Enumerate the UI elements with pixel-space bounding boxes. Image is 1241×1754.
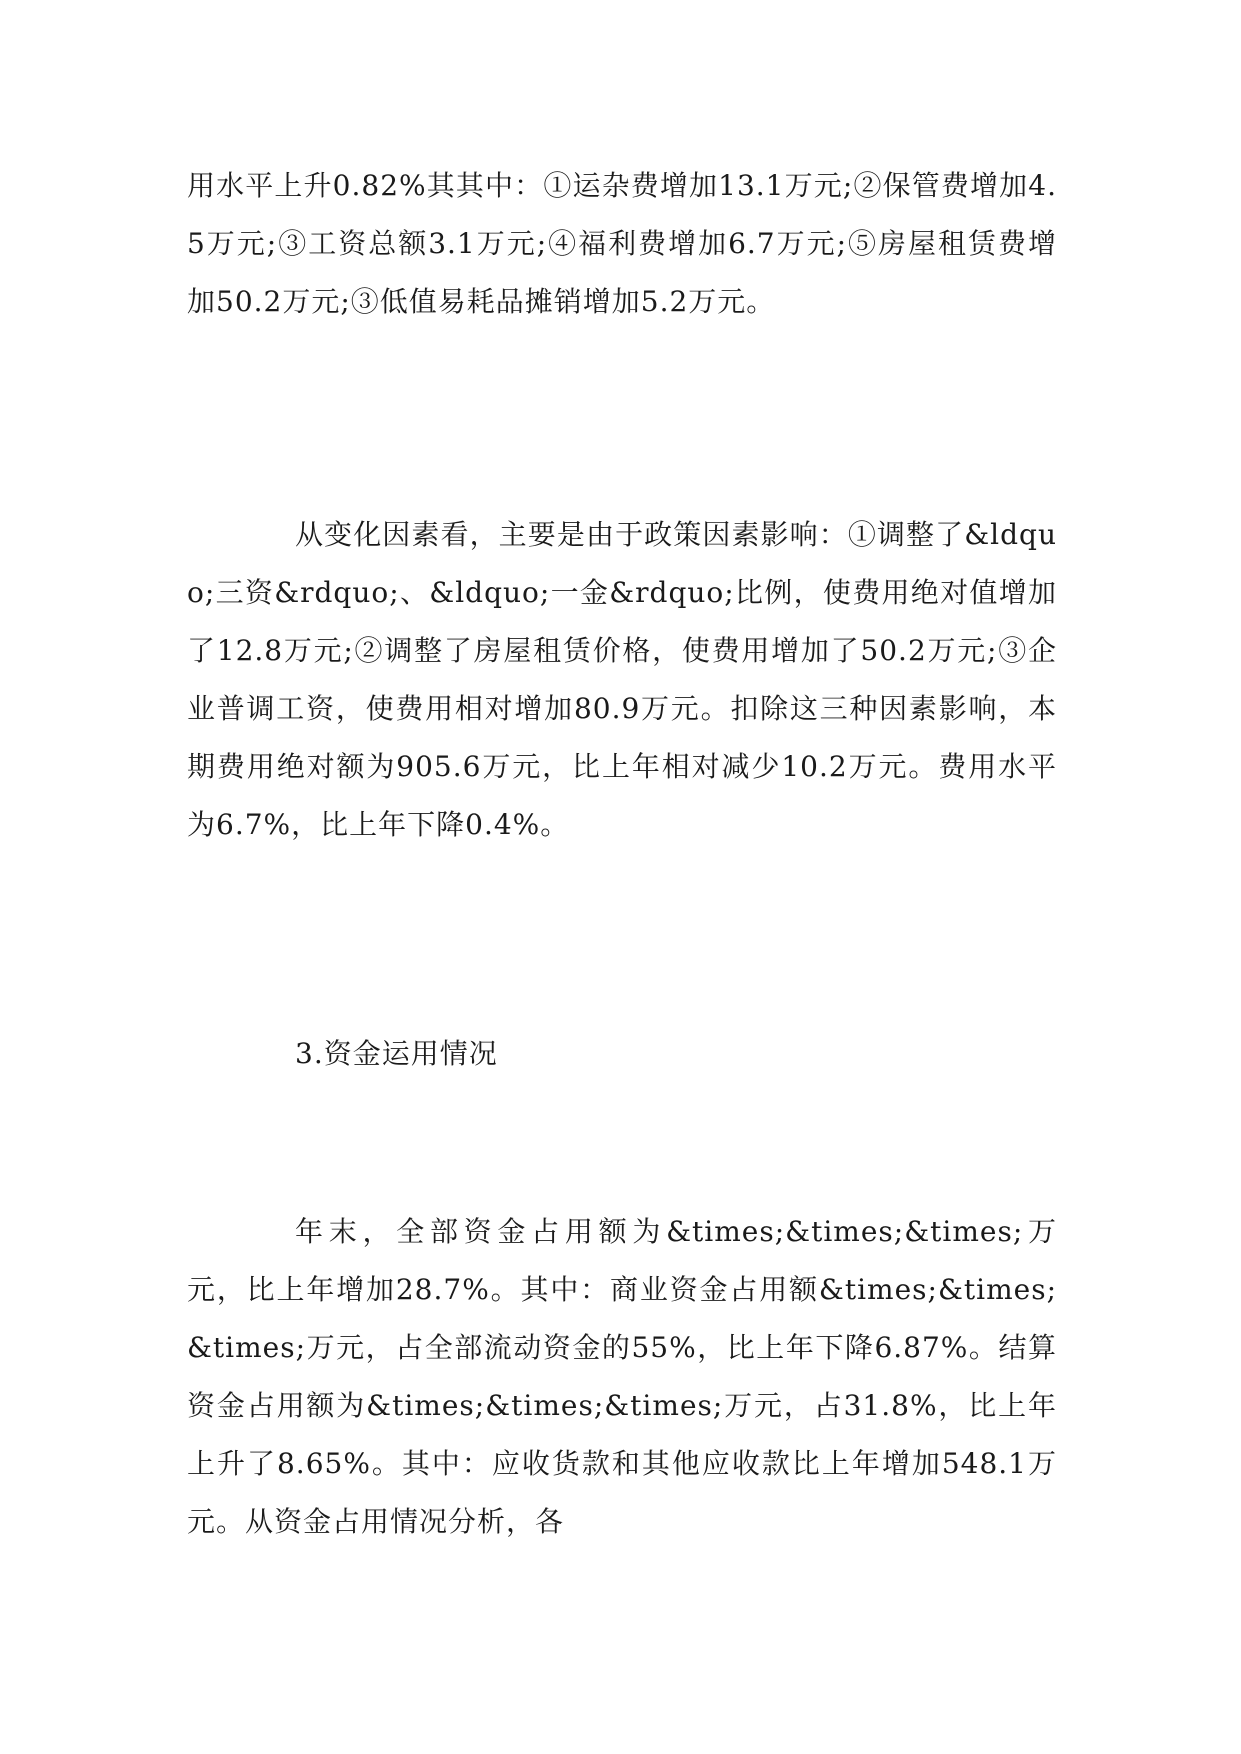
paragraph-expense-breakdown: 用水平上升0.82%其其中：①运杂费增加13.1万元;②保管费增加4.5万元;③工资总额3.1万元;④福利费增加6.7万元;⑤房屋租赁费增加50.2万元;③低值易耗品摊销增加5.2万元。	[187, 169, 1057, 318]
paragraph-change-factors: 从变化因素看，主要是由于政策因素影响：①调整了&ldquo;三资&rdquo;、&ldquo;一金&rdquo;比例，使费用绝对值增加了12.8万元;②调整了房屋租赁价格，使费用增加了50.2万元;③企业普调工资，使费用相对增加80.9万元。扣除这三种因素影响，本期费用绝对额为905.6万元，比上年相对减少10.2万元。费用水平为6.7%，比上年下降0.4%。	[187, 518, 1057, 841]
section-heading-fund-usage: 3.资金运用情况	[295, 1037, 498, 1070]
paragraph-fund-occupation: 年末，全部资金占用额为&times;&times;&times;万元，比上年增加28.7%。其中：商业资金占用额&times;&times;&times;万元，占全部流动资金的55%，比上年下降6.87%。结算资金占用额为&times;&times;&times;万元，占31.8%，比上年上升了8.65%。其中：应收货款和其他应收款比上年增加548.1万元。从资金占用情况分析，各	[187, 1215, 1057, 1538]
